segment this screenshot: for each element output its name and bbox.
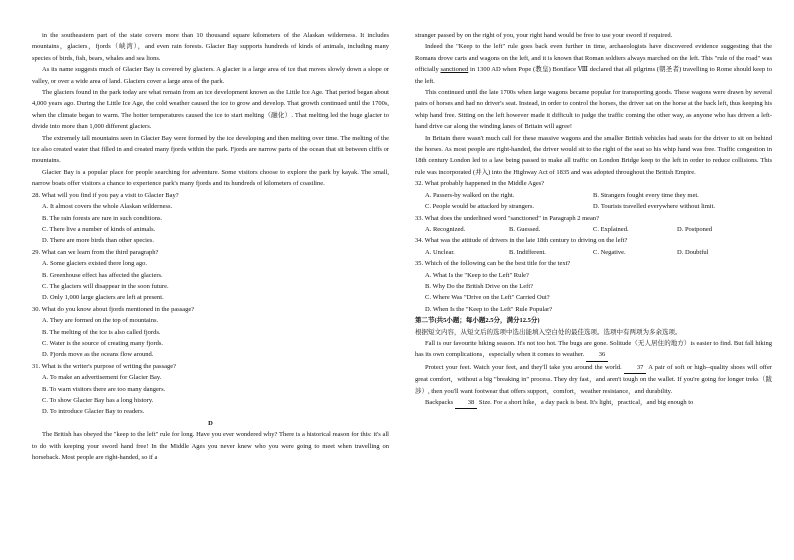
answer-option[interactable]: D. Only 1,000 large glaciers are left at present. (42, 294, 164, 302)
passage-paragraph: Glacier Bay is a popular place for people searching for adventure. Some visitors choose to explore the park by kayak. The small, narrow boats offer visitors a chance to experience park's many fjords and its hundreds of kilometers of coastline. (32, 168, 389, 188)
blank-37[interactable]: 37 (624, 362, 647, 374)
question-33: 33. What does the underlined word "sanctioned" in Paragraph 2 mean? (415, 214, 600, 222)
option-d[interactable]: D. Postponed (677, 225, 713, 233)
question-33-options (415, 224, 772, 235)
answer-option[interactable]: D. Fjords move as the oceans flow around. (42, 351, 154, 359)
option-a[interactable]: A. What Is the "Keep to the Left" Rule? (425, 271, 529, 279)
passage-paragraph: Fall is our favourite hiking season. It's not too hot. The bugs are gone. Solitude（无人居住的地方）is easier to find. But fall hiking has its own complications，especially when it comes to weather. 36 (415, 338, 772, 362)
answer-option[interactable]: C. There live a number of kinds of animals. (42, 225, 156, 233)
passage-paragraph: The glaciers found in the park today are what remain from an ice development known as the Little Ice Age. That period began about 4,000 years ago. During the Little Ice Age, the cold weather caused the ice to grow and develop. That growth continued until the 1700s, when the climate began to warm. The hotter temperatures caused the ice to start melting（融化）. That melting led the huge glacier to divide into more than 1,000 different glaciers. (32, 89, 389, 131)
option-b[interactable]: B. Why Do the British Drive on the Left? (425, 282, 534, 290)
option-b[interactable]: B. Guessed. (509, 225, 541, 233)
answer-option[interactable]: C. Water is the source of creating many fjords. (42, 339, 164, 347)
section-heading: 第二节(共5小题；每小题2.5分，满分12.5分) (415, 317, 540, 325)
answer-option[interactable]: A. To make an advertisement for Glacier Bay. (42, 374, 162, 382)
answer-option[interactable]: B. Greenhouse effect has affected the glaciers. (42, 271, 163, 279)
option-b[interactable]: B. Indifferent. (509, 248, 546, 256)
passage-paragraph: stranger passed by on the right of you, your right hand would be free to use your sword if required. (415, 32, 673, 39)
answer-option[interactable]: B. To warn visitors there are too many dangers. (42, 385, 166, 393)
option-d[interactable]: D. When Is the "Keep to the Left" Rule Popular? (425, 305, 553, 313)
question-34: 34. What was the attitude of drivers in the late 18th century to driving on the left? (415, 237, 628, 245)
option-c[interactable]: C. Negative. (593, 248, 626, 256)
answer-option[interactable]: A. They are formed on the top of mountains. (42, 317, 159, 325)
question-stem: 30. What do you know about fjords mentioned in the passage? (32, 305, 195, 313)
answer-option[interactable]: A. Some glaciers existed there long ago. (42, 260, 148, 268)
left-column (32, 30, 389, 463)
blank-38[interactable]: 38 (455, 397, 478, 409)
question-32-options-row1 (415, 190, 772, 201)
option-a[interactable]: A. Passers-by walked on the right. (425, 191, 515, 199)
option-b[interactable]: B. Strangers fought every time they met. (593, 191, 699, 199)
answer-option[interactable]: B. The melting of the ice is also called fjords. (42, 328, 161, 336)
answer-option[interactable]: C. The glaciers will disappear in the soon future. (42, 282, 169, 290)
option-c[interactable]: C. People would be attacked by strangers. (425, 203, 535, 211)
passage-paragraph: Protect your feet. Watch your feet, and they'll take you around the world. 37 A pair of soft or high--quality shoes will offer great comfort，without a big "breaking in" process. They dry fast，and aren't tough on the wallet. If you're going for longer treks（跋涉）, then you'll want footwear that offers support，comfort，weather resistance，and durability. (415, 363, 773, 395)
right-column (415, 30, 772, 409)
question-32-options-row2 (415, 201, 772, 212)
question-stem: 28. What will you find if you pay a visit to Glacier Bay? (32, 191, 179, 199)
passage-paragraph: Indeed the "Keep to the left" rule goes back even further in time, archaeologists have discovered evidence suggesting that the Romans drove carts and wagons on the left, and it is known that Roman soldiers always marched on the left. This "rule of the road" was officially sanctioned in 1300 AD when Pope (教皇) Boniface Ⅷ declared that all pilgrims (朝圣者) travelling to Rome should keep to the left. (415, 43, 772, 85)
answer-option[interactable]: C. To show Glacier Bay has a long history. (42, 397, 154, 404)
question-stem: 29. What can we learn from the third paragraph? (32, 248, 159, 256)
answer-option[interactable]: A. It almost covers the whole Alaskan wilderness. (42, 203, 173, 211)
passage-paragraph: In Britain there wasn't much call for these massive wagons and the smaller British vehicles had seats for the driver to sit on behind the horses. As most people are right-handed, the driver would sit to the right of the seat so his whip hand was free. Traffic congestion in 18th century London led to a law being passed to make all traffic on London Bridge keep to the left in order to reduce collisions. This rule was incorporated (并入) into the Highway Act of 1835 and was adopted throughout the British Empire. (415, 134, 772, 176)
passage-paragraph: The British has obeyed the "keep to the left" rule for long. Have you ever wondered why? There is a historical reason for this: it's all to do with keeping your sword hand free! In the Middle Ages you never knew who you were going to meet when travelling on horseback. Most people are right-handed, so if a (32, 431, 389, 462)
passage-paragraph: The extremely tall mountains seen in Glacier Bay were formed by the ice developing and then melting over time. The melting of the ice also created water that filled in and created many fjords within the park. Fjords are narrow parts of the ocean that sit between cliffs or mountains. (32, 134, 389, 165)
passage-paragraph: Backpacks 38 Size. For a short hike，a day pack is best. It's light，practical，and big enough to (415, 397, 772, 409)
option-a[interactable]: A. Unclear. (425, 248, 455, 256)
passage-heading: D (208, 419, 213, 427)
answer-option[interactable]: D. To introduce Glacier Bay to readers. (42, 408, 145, 416)
answer-option[interactable]: D. There are more birds than other species. (42, 237, 154, 245)
option-d[interactable]: D. Tourists travelled everywhere without limit. (593, 203, 715, 211)
question-34-options (415, 247, 772, 258)
question-35: 35. Which of the following can be the best title for the text? (415, 260, 571, 268)
passage-paragraph: This continued until the late 1700s when large wagons became popular for transporting goods. These wagons were drawn by several pairs of horses and had no driver's seat. Instead, in order to control the horses, the driver sat on the horse at the back left, thus keeping his whip hand free. Sitting on the left however made it difficult to judge the traffic coming the other way, as anyone who has driven a left-hand drive car along the winding lanes of Britain will agree! (415, 89, 772, 131)
option-c[interactable]: C. Where Was "Drive on the Left" Carried Out? (425, 294, 550, 302)
section-instruction: 根据短文内容，从短文后的选项中选出能填入空白处的最佳选项。选项中有两项为多余选项。 (415, 328, 682, 336)
question-stem: 31. What is the writer's purpose of writing the passage? (32, 362, 177, 370)
blank-36[interactable]: 36 (586, 349, 609, 361)
underlined-word: sanctioned (440, 66, 469, 74)
option-a[interactable]: A. Recognized. (425, 225, 466, 233)
passage-paragraph: As its name suggests much of Glacier Bay is covered by glaciers. A glacier is a large area of ice that moves slowly down a slope or valley, or over a wide area of land. Glaciers cover a large area of the park. (32, 66, 389, 85)
passage-paragraph: in the southeastern part of the state covers more than 10 thousand square kilometers of the Alaskan wilderness. It includes mountains，glaciers，fjords（峡湾），and even rain forests. Glacier Bay supports hundreds of kinds of animals, including many species of birds, fish, bears, whales and sea lions. (32, 32, 389, 62)
question-32: 32. What probably happened in the Middle Ages? (415, 180, 545, 188)
option-d[interactable]: D. Doubtful (677, 248, 709, 256)
answer-option[interactable]: B. The rain forests are rare in such conditions. (42, 214, 163, 222)
option-c[interactable]: C. Explained. (593, 225, 629, 233)
